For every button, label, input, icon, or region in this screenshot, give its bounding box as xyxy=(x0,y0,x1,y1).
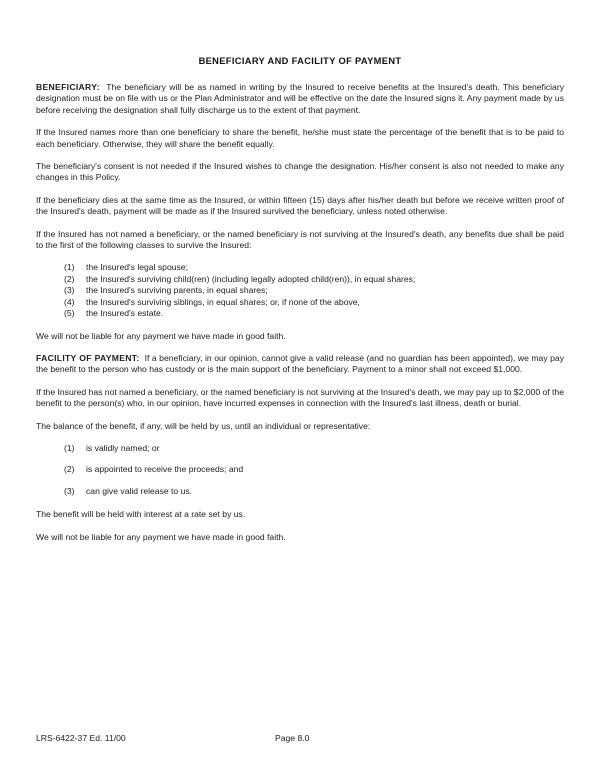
list-item xyxy=(64,443,564,454)
paragraph-funeral-expenses: If the Insured has not named a beneficiary, or the named beneficiary is not surviving at the Insured's death, we may pay up to $2,000 of the benefit to the person(s) who, in our opinion, have incurred expenses in connection with the Insured's last illness, death or burial. xyxy=(36,386,564,409)
list-item xyxy=(64,285,564,296)
list-item-text: the Insured's legal spouse; xyxy=(86,262,188,273)
facility-heading-label: FACILITY OF PAYMENT: xyxy=(36,352,140,363)
paragraph-classes-intro: If the Insured has not named a beneficiary, or the named beneficiary is not surviving at the Insured's death, any benefits due shall be paid to the first of the following classes to survive the Insured: xyxy=(36,228,564,251)
list-marker: (1) xyxy=(64,262,75,273)
paragraph-good-faith-second: We will not be liable for any payment we have made in good faith. xyxy=(36,531,286,542)
beneficiary-body-text: The beneficiary will be as named in writing by the Insured to receive benefits at the Insured's death. This beneficiary designation must be on file with us or the Plan Administrator and will be effective on the date the Insured signs it. Any payment made by us before receiving the designation shall fully discharge us to the extent of that payment. xyxy=(36,82,564,115)
list-representative-conditions xyxy=(36,443,564,497)
list-marker: (3) xyxy=(64,485,75,496)
page-footer xyxy=(36,733,564,747)
list-item-text: can give valid release to us. xyxy=(86,485,193,496)
list-item-text: the Insured's surviving siblings, in equal shares; or, if none of the above, xyxy=(86,296,360,307)
list-marker: (1) xyxy=(64,442,75,453)
paragraph-share-percentage: If the Insured names more than one beneficiary to share the benefit, he/she must state the percentage of the benefit that is to be paid to each beneficiary. Otherwise, they will share the benefit equally. xyxy=(36,127,564,149)
list-marker: (5) xyxy=(64,308,75,319)
paragraph-facility-of-payment xyxy=(36,353,564,376)
list-item-text: is validly named; or xyxy=(86,442,160,453)
facility-body-text: If a beneficiary, in our opinion, cannot give a valid release (and no guardian has been appointed), we may pay the benefit to the person who has custody or is the main support of the beneficiary. Payment to a minor shall not exceed $1,000. xyxy=(36,352,564,375)
list-item-text: the Insured's surviving child(ren) (including legally adopted child(ren)), in equal shares; xyxy=(86,273,416,284)
beneficiary-heading-label: BENEFICIARY: xyxy=(36,82,100,92)
list-item-text: the Insured's estate. xyxy=(86,308,164,319)
list-item xyxy=(64,486,564,497)
paragraph-good-faith-first: We will not be liable for any payment we have made in good faith. xyxy=(36,330,286,341)
list-surviving-classes xyxy=(36,262,564,319)
paragraph-interest: The benefit will be held with interest at a rate set by us. xyxy=(36,509,246,520)
paragraph-balance-intro: The balance of the benefit, if any, will be held by us, until an individual or representative: xyxy=(36,420,371,431)
page-title: BENEFICIARY AND FACILITY OF PAYMENT xyxy=(198,56,402,66)
list-item xyxy=(64,274,564,285)
list-marker: (3) xyxy=(64,285,75,296)
list-item xyxy=(64,308,564,319)
list-marker: (2) xyxy=(64,464,75,475)
paragraph-simultaneous-death: If the beneficiary dies at the same time as the Insured, or within fifteen (15) days after his/her death but before we receive written proof of the Insured's death, payment will be made as if the Insured survived the beneficiary, unless noted otherwise. xyxy=(36,194,564,217)
form-number: LRS-6422-37 Ed. 11/00 xyxy=(36,733,126,743)
list-item xyxy=(64,464,564,475)
list-item-text: is appointed to receive the proceeds; and xyxy=(86,464,244,475)
list-item-text: the Insured's surviving parents, in equal shares; xyxy=(86,285,268,296)
list-marker: (4) xyxy=(64,296,75,307)
paragraph-beneficiary xyxy=(36,82,564,116)
paragraph-consent: The beneficiary's consent is not needed if the Insured wishes to change the designation. His/her consent is also not needed to make any changes in this Policy. xyxy=(36,161,564,183)
list-item xyxy=(64,262,564,273)
list-marker: (2) xyxy=(64,273,75,284)
document-body xyxy=(36,56,564,554)
list-item xyxy=(64,297,564,308)
page-number: Page 8.0 xyxy=(275,733,310,743)
